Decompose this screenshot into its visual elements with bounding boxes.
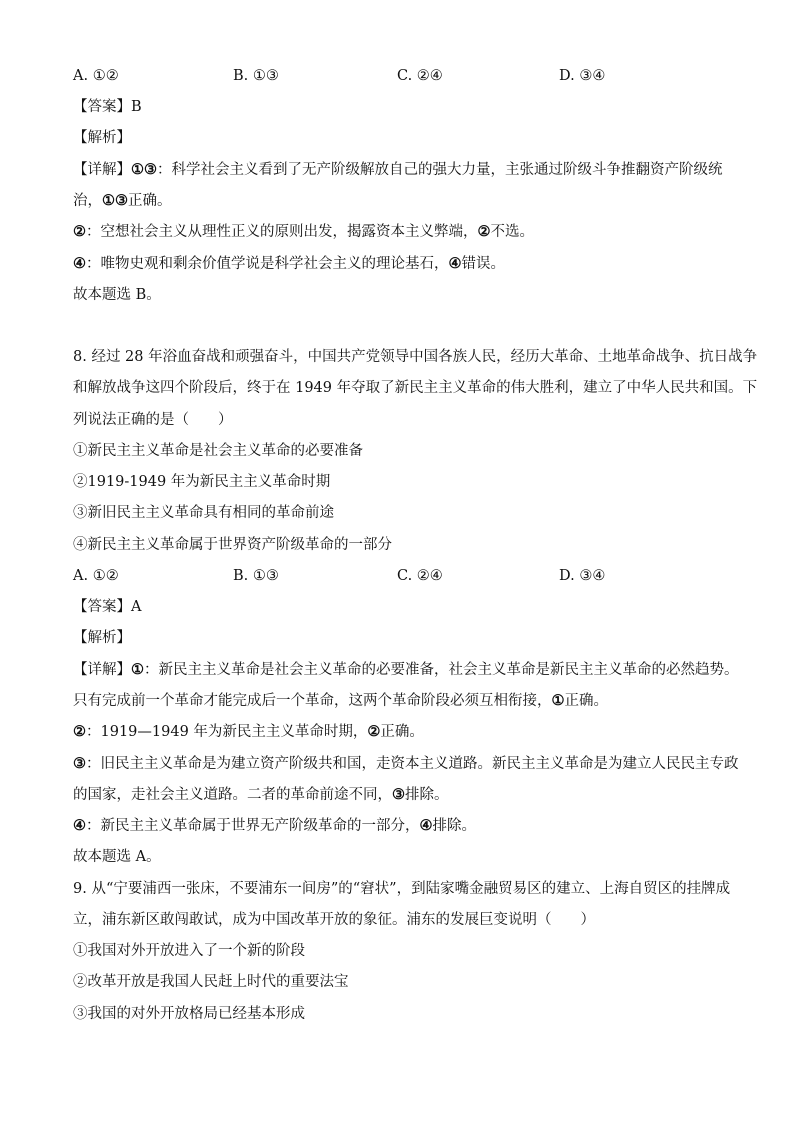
q7-answer bbox=[73, 97, 142, 117]
q7-option-b: B. ①③ bbox=[233, 68, 279, 84]
q7-analysis-tag: 【解析】 bbox=[73, 130, 131, 146]
q9-item-2: ②改革开放是我国人民赶上时代的重要法宝 bbox=[73, 974, 349, 990]
detail-text: 正确。 bbox=[128, 193, 172, 209]
answer-tag: 【答案】 bbox=[73, 99, 131, 115]
detail-text: 排除。 bbox=[405, 787, 449, 803]
q8-option-c: C. ②④ bbox=[397, 568, 443, 584]
q8-options bbox=[73, 566, 753, 586]
detail-text: 的国家，走社会主义道路。二者的革命前途不同， bbox=[73, 787, 392, 803]
q8-detail-line-6 bbox=[73, 816, 476, 836]
q7-detail-line-1 bbox=[73, 160, 723, 180]
q8-item-4: ④新民主主义革命属于世界资产阶级革命的一部分 bbox=[73, 537, 392, 553]
answer-tag: 【答案】 bbox=[73, 599, 131, 615]
q8-analysis-tag: 【解析】 bbox=[73, 630, 131, 646]
q8-detail-line-4 bbox=[73, 754, 739, 774]
q8-stem-line-1: 8. 经过 28 年浴血奋战和顽强奋斗，中国共产党领导中国各族人民，经历大革命、土地革命战争、抗日战争 bbox=[73, 349, 758, 365]
detail-text: ：旧民主主义革命是为建立资产阶级共和国，走资本主义道路。新民主主义革命是为建立人民民主专政 bbox=[86, 756, 739, 772]
detail-text: 正确。 bbox=[564, 693, 608, 709]
detail-ref: ② bbox=[73, 223, 86, 240]
q8-option-d: D. ③④ bbox=[559, 568, 606, 584]
detail-ref: ①③ bbox=[131, 161, 157, 178]
detail-ref: ①③ bbox=[102, 192, 128, 209]
detail-text: 正确。 bbox=[380, 724, 424, 740]
q9-item-1: ①我国对外开放进入了一个新的阶段 bbox=[73, 943, 305, 959]
q9-item-3: ③我国的对外开放格局已经基本形成 bbox=[73, 1006, 305, 1022]
q8-stem-line-3: 列说法正确的是（ ） bbox=[73, 412, 233, 428]
q8-detail-line-5 bbox=[73, 785, 449, 805]
q8-item-1: ①新民主主义革命是社会主义革命的必要准备 bbox=[73, 443, 363, 459]
detail-ref: ② bbox=[73, 723, 86, 740]
detail-text: 错误。 bbox=[461, 256, 505, 272]
detail-text: ：唯物史观和剩余价值学说是科学社会主义的理论基石， bbox=[86, 256, 449, 272]
detail-text: ：新民主主义革命是社会主义革命的必要准备，社会主义革命是新民主主义革命的必然趋势。 bbox=[144, 662, 739, 678]
detail-text: 不选。 bbox=[490, 224, 534, 240]
detail-ref: ④ bbox=[448, 255, 462, 272]
q8-conclusion: 故本题选 A。 bbox=[73, 849, 161, 865]
detail-ref: ③ bbox=[73, 755, 86, 772]
detail-ref: ④ bbox=[73, 817, 86, 834]
detail-ref: ④ bbox=[73, 255, 86, 272]
q7-conclusion: 故本题选 B。 bbox=[73, 287, 161, 303]
detail-ref: ② bbox=[477, 223, 491, 240]
answer-value: A bbox=[131, 599, 142, 615]
q8-item-2: ②1919-1949 年为新民主主义革命时期 bbox=[73, 474, 331, 490]
q8-detail-line-1 bbox=[73, 660, 739, 680]
q9-stem-line-1: 9. 从“宁要浦西一张床，不要浦东一间房”的“窘状”，到陆家嘴金融贸易区的建立、上海自贸区的挂牌成 bbox=[73, 881, 731, 897]
q7-detail-line-3 bbox=[73, 222, 534, 242]
detail-ref: ③ bbox=[392, 786, 405, 803]
detail-ref: ④ bbox=[419, 817, 433, 834]
q7-option-a: A. ①② bbox=[73, 68, 119, 84]
detail-text: 排除。 bbox=[432, 818, 476, 834]
q7-option-c: C. ②④ bbox=[397, 68, 443, 84]
q7-detail-line-2 bbox=[73, 191, 172, 211]
detail-ref: ① bbox=[551, 692, 565, 709]
detail-tag: 【详解】 bbox=[73, 662, 131, 678]
q8-option-b: B. ①③ bbox=[233, 568, 279, 584]
detail-ref: ① bbox=[131, 661, 144, 678]
q7-options bbox=[73, 66, 753, 86]
detail-ref: ② bbox=[367, 723, 381, 740]
detail-text: ：科学社会主义看到了无产阶级解放自己的强大力量，主张通过阶级斗争推翻资产阶级统 bbox=[157, 162, 723, 178]
answer-value: B bbox=[131, 99, 142, 115]
detail-text: 只有完成前一个革命才能完成后一个革命，这两个革命阶段必须互相衔接， bbox=[73, 693, 552, 709]
q8-stem-line-2: 和解放战争这四个阶段后，终于在 1949 年夺取了新民主主义革命的伟大胜利，建立了中华人民共和国。下 bbox=[73, 380, 758, 396]
q7-option-d: D. ③④ bbox=[559, 68, 606, 84]
q8-answer bbox=[73, 597, 141, 617]
q9-stem-line-2: 立，浦东新区敢闯敢试，成为中国改革开放的象征。浦东的发展巨变说明（ ） bbox=[73, 912, 595, 928]
q8-option-a: A. ①② bbox=[73, 568, 119, 584]
detail-text: ：1919—1949 年为新民主主义革命时期， bbox=[86, 724, 368, 740]
q8-item-3: ③新旧民主主义革命具有相同的革命前途 bbox=[73, 505, 334, 521]
detail-text: ：空想社会主义从理性正义的原则出发，揭露资本主义弊端， bbox=[86, 224, 478, 240]
detail-tag: 【详解】 bbox=[73, 162, 131, 178]
q7-detail-line-4 bbox=[73, 254, 505, 274]
q8-detail-line-2 bbox=[73, 691, 608, 711]
q8-detail-line-3 bbox=[73, 722, 424, 742]
detail-text: ：新民主主义革命属于世界无产阶级革命的一部分， bbox=[86, 818, 420, 834]
detail-text: 治， bbox=[73, 193, 102, 209]
